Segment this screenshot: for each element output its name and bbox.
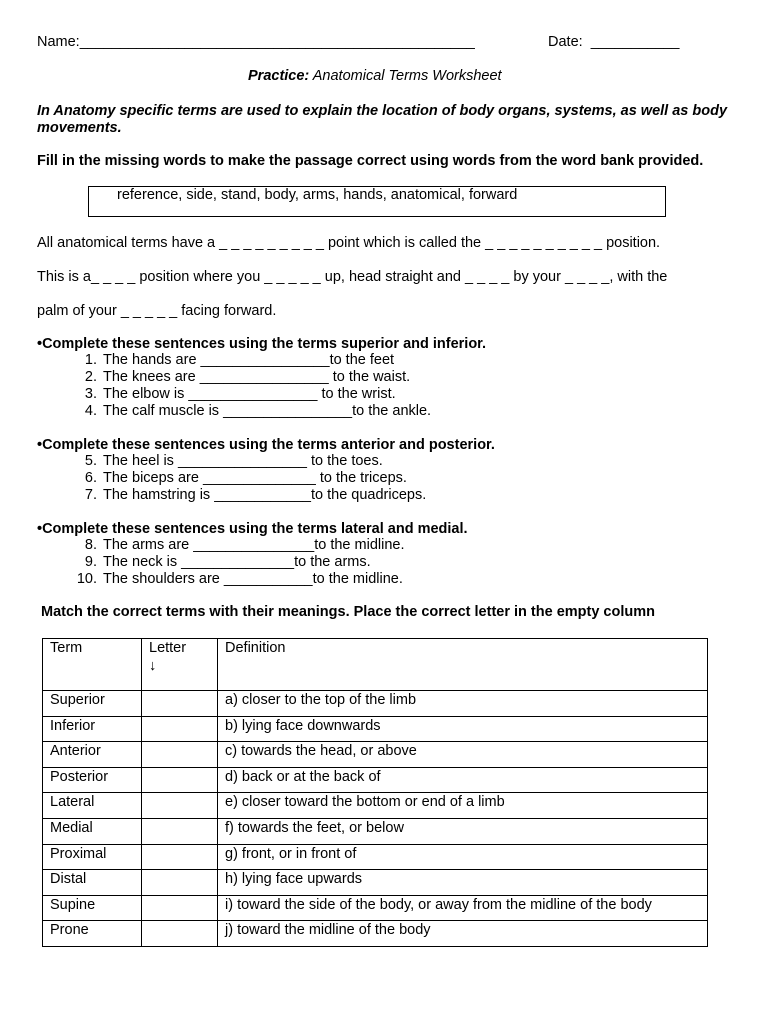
question-item[interactable]: 7. The hamstring is ____________to the quadriceps. [84, 487, 427, 503]
word-bank-text: reference, side, stand, body, arms, hands, anatomical, forward [117, 187, 518, 203]
table-row [43, 844, 708, 870]
question-list-lateral-medial [73, 537, 404, 588]
passage-line-3[interactable]: palm of your _ _ _ _ _ facing forward. [37, 303, 277, 319]
term-cell: Inferior [43, 716, 142, 742]
letter-cell[interactable] [142, 742, 218, 768]
definition-cell: g) front, or in front of [218, 844, 708, 870]
definition-cell: h) lying face upwards [218, 870, 708, 896]
intro-text: In Anatomy specific terms are used to explain the location of body organs, systems, as well as body movements. [37, 103, 728, 136]
question-item[interactable]: 1. The hands are ________________to the feet [84, 352, 395, 368]
definition-cell: c) towards the head, or above [218, 742, 708, 768]
title-prefix: Practice: [248, 68, 310, 84]
question-item[interactable]: 5. The heel is ________________ to the toes. [84, 453, 383, 469]
name-blank[interactable]: _________________________________________________ [79, 34, 475, 50]
table-header-row [43, 639, 708, 691]
name-line [37, 34, 475, 50]
question-item[interactable]: 9. The neck is ______________to the arms. [84, 554, 371, 570]
header-letter: Letter ↓ [142, 639, 218, 691]
letter-cell[interactable] [142, 793, 218, 819]
table-row [43, 691, 708, 717]
header-definition: Definition [218, 639, 708, 691]
worksheet-title [248, 68, 502, 84]
term-cell: Lateral [43, 793, 142, 819]
letter-cell[interactable] [142, 716, 218, 742]
question-item[interactable]: 4. The calf muscle is ________________to the ankle. [84, 403, 432, 419]
term-cell: Prone [43, 921, 142, 947]
letter-cell[interactable] [142, 767, 218, 793]
term-cell: Anterior [43, 742, 142, 768]
table-row [43, 818, 708, 844]
question-item[interactable]: 2. The knees are ________________ to the waist. [84, 369, 411, 385]
question-list-superior-inferior [73, 352, 431, 420]
name-label: Name: [37, 34, 80, 50]
match-instruction: Match the correct terms with their meanings. Place the correct letter in the empty column [41, 604, 655, 620]
table-row [43, 716, 708, 742]
definition-cell: d) back or at the back of [218, 767, 708, 793]
letter-cell[interactable] [142, 895, 218, 921]
fill-instructions: Fill in the missing words to make the passage correct using words from the word bank provided. [37, 153, 704, 169]
table-row [43, 793, 708, 819]
table-row [43, 921, 708, 947]
word-bank-box [88, 186, 666, 217]
letter-cell[interactable] [142, 870, 218, 896]
definition-cell: e) closer toward the bottom or end of a limb [218, 793, 708, 819]
question-item[interactable]: 8. The arms are _______________to the midline. [84, 537, 405, 553]
question-list-anterior-posterior [73, 453, 426, 504]
term-cell: Proximal [43, 844, 142, 870]
definition-cell: i) toward the side of the body, or away from the midline of the body [218, 895, 708, 921]
term-cell: Supine [43, 895, 142, 921]
letter-cell[interactable] [142, 921, 218, 947]
match-table [42, 638, 708, 947]
definition-cell: j) toward the midline of the body [218, 921, 708, 947]
date-blank[interactable]: ___________ [590, 34, 680, 50]
section-heading-anterior-posterior: •Complete these sentences using the terms anterior and posterior. [37, 437, 495, 453]
term-cell: Superior [43, 691, 142, 717]
table-row [43, 767, 708, 793]
question-item[interactable]: 3. The elbow is ________________ to the wrist. [84, 386, 396, 402]
definition-cell: f) towards the feet, or below [218, 818, 708, 844]
table-row [43, 870, 708, 896]
section-heading-superior-inferior: •Complete these sentences using the terms superior and inferior. [37, 336, 487, 352]
date-line [548, 34, 679, 50]
letter-cell[interactable] [142, 818, 218, 844]
date-label: Date: [548, 34, 583, 50]
definition-cell: b) lying face downwards [218, 716, 708, 742]
term-cell: Distal [43, 870, 142, 896]
passage-line-1[interactable]: All anatomical terms have a _ _ _ _ _ _ _ _ _ point which is called the _ _ _ _ _ _ _ _ _ _ position. [37, 235, 661, 251]
header-term: Term [43, 639, 142, 691]
passage-line-2[interactable]: This is a_ _ _ _ position where you _ _ _ _ _ up, head straight and _ _ _ _ by your _ _ _ _, with the [37, 269, 668, 285]
table-row [43, 895, 708, 921]
table-row [43, 742, 708, 768]
term-cell: Medial [43, 818, 142, 844]
section-heading-lateral-medial: •Complete these sentences using the terms lateral and medial. [37, 521, 468, 537]
letter-cell[interactable] [142, 844, 218, 870]
question-item[interactable]: 10. The shoulders are ___________to the midline. [76, 571, 403, 587]
definition-cell: a) closer to the top of the limb [218, 691, 708, 717]
question-item[interactable]: 6. The biceps are ______________ to the triceps. [84, 470, 407, 486]
term-cell: Posterior [43, 767, 142, 793]
letter-cell[interactable] [142, 691, 218, 717]
title-text: Anatomical Terms Worksheet [309, 68, 502, 84]
down-arrow-icon: ↓ [149, 658, 157, 674]
